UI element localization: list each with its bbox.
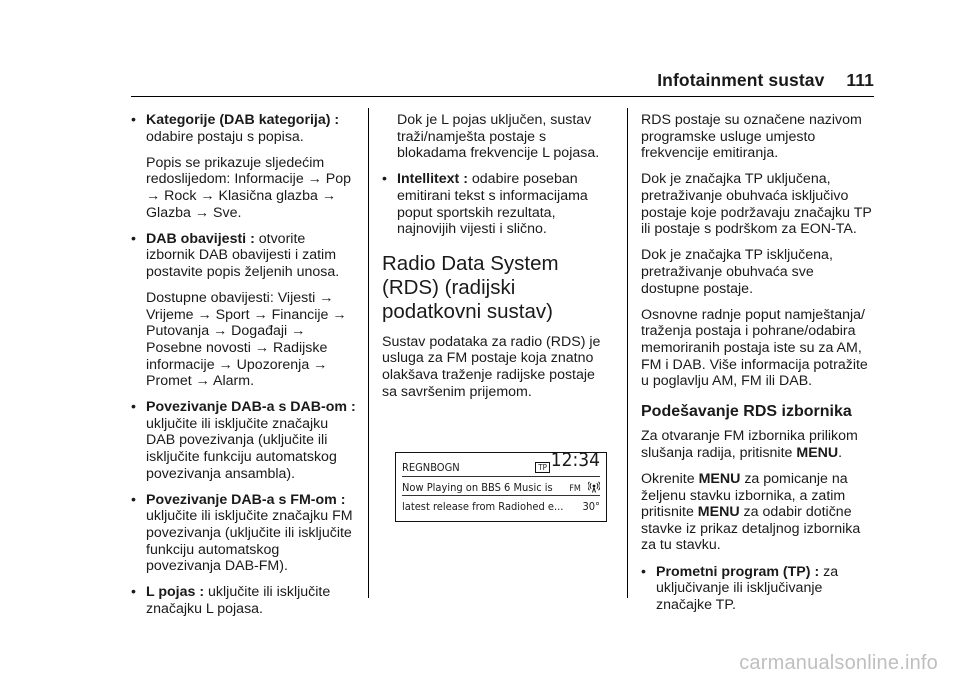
- bullet-marker: •: [382, 171, 387, 188]
- now-playing-text: Now Playing on BBS 6 Music is: [402, 481, 553, 494]
- list-item-dab-fm: [131, 492, 356, 575]
- signal-broadcast-icon: [588, 481, 600, 493]
- page-number: 111: [846, 70, 874, 90]
- display-row-station: [402, 449, 600, 474]
- description: otvorite izbornik DAB obavijesti i zatim postavite popis željenih unosa.: [146, 230, 340, 280]
- paragraph: Dok je značajka TP uključena, pretraživanje obuhvaća isključivo postaje koje podržavaju značajku TP ili postaje s podrškom za EON-TA.: [641, 171, 872, 238]
- section-heading-rds: Radio Data System (RDS) (radijski podatkovni sustav): [382, 251, 559, 323]
- column-3: [641, 112, 876, 623]
- display-row-info: [402, 500, 600, 513]
- paragraph: Dok je značajka TP isključena, pretraživanje obuhvaća sve dostupne postaje.: [641, 247, 833, 297]
- menu-keyword: MENU: [697, 504, 740, 521]
- paragraph: RDS postaje su označene nazivom programske usluge umjesto frekvencije emitiranja.: [641, 112, 862, 162]
- sub-paragraph: Dostupne obavijesti: Vijesti → Vrijeme → Sport → Financije → Putovanja → Događaji → Posebne novosti → Radijske informacije → Upozorenja → Promet → Alarm.: [146, 290, 347, 390]
- term: Intellitext :: [397, 171, 468, 188]
- text: za pomicanje na željenu stavku izbornika, a zatim pritisnite: [641, 471, 848, 521]
- page-header: [657, 72, 874, 89]
- list-item-tp: [641, 564, 876, 614]
- list-item-dab-dab: [131, 399, 356, 482]
- rds-intro-paragraph: Sustav podataka za radio (RDS) je usluga za FM postaje koja znatno olakšava traženje radijske postaje sa savršenim prijemom.: [382, 333, 601, 400]
- text: za odabir dotične stavke iz prikaz detaljnog izbornika za tu stavku.: [641, 504, 861, 554]
- station-name: REGNBOGN: [402, 461, 460, 474]
- list-item-dab-obavijesti: [131, 231, 356, 281]
- bullet-marker: •: [131, 112, 136, 128]
- paragraph: Osnovne radnje poput namještanja/ traženja postaja i pohrane/odabira memoriranih postaja iste su za AM, FM i DAB. Više informacija potražite u poglavlju AM, FM ili DAB.: [641, 306, 868, 390]
- description: uključite ili isključite značajku L pojasa.: [146, 584, 331, 617]
- fm-signal-wrap: [569, 481, 600, 496]
- term: DAB obavijesti :: [146, 230, 255, 247]
- text: .: [838, 444, 843, 461]
- clock: 12:34: [550, 449, 600, 471]
- bullet-marker: •: [131, 399, 136, 416]
- term: Povezivanje DAB-a s DAB-om :: [146, 399, 356, 416]
- term: L pojas :: [146, 584, 205, 601]
- display-row-nowplaying: [402, 481, 600, 494]
- term: Povezivanje DAB-a s FM-om :: [146, 491, 346, 508]
- bullet-marker: •: [131, 584, 136, 601]
- column-2: [382, 112, 612, 410]
- temperature: 30°: [582, 500, 600, 513]
- info-text: latest release from Radiohed e...: [402, 500, 564, 513]
- display-divider: [402, 495, 600, 496]
- column-divider-2: [627, 108, 628, 598]
- bullet-marker: •: [131, 491, 136, 508]
- description: uključite ili isključite značajku FM povezivanja (uključite ili isključite funkciju automatskog povezivanja DAB-FM).: [146, 508, 353, 575]
- term: Kategorije (DAB kategorija) :: [146, 112, 340, 128]
- text: Za otvaranje FM izbornika prilikom slušanja radija, pritisnite: [641, 428, 858, 461]
- tp-indicator: TP: [535, 462, 550, 473]
- menu-keyword: MENU: [698, 471, 741, 488]
- menu-keyword: MENU: [796, 444, 839, 461]
- paragraph: [641, 428, 876, 461]
- display-divider: [402, 476, 600, 477]
- watermark: carmanualsonline.info: [739, 652, 938, 675]
- description: uključite ili isključite značajku DAB povezivanja (uključite ili isključite funkciju automatskog povezivanja ansambla).: [146, 415, 337, 482]
- header-title: Infotainment sustav: [657, 70, 825, 90]
- continued-paragraph: Dok je L pojas uključen, sustav traži/namješta postaje s blokadama frekvencije L pojasa.: [397, 112, 600, 162]
- term: Prometni program (TP) :: [656, 563, 820, 580]
- sub-paragraph: Popis se prikazuje sljedećim redoslijedom: Informacije → Pop → Rock → Klasična glazba → Glazba → Sve.: [146, 154, 352, 221]
- list-item-l-pojas: [131, 584, 356, 617]
- section-heading-rds-menu: Podešavanje RDS izbornika: [641, 402, 852, 420]
- description: odabire postaju s popisa.: [146, 128, 304, 145]
- list-item-intellitext: [382, 171, 612, 237]
- description: za uključivanje ili isključivanje značajke TP.: [656, 563, 839, 613]
- bullet-marker: •: [641, 563, 646, 580]
- fm-label: FM: [569, 484, 581, 494]
- bullet-marker: •: [131, 230, 136, 247]
- column-1: [131, 112, 356, 627]
- paragraph: [641, 471, 876, 554]
- radio-display-illustration: [395, 449, 607, 522]
- header-rule: [131, 96, 874, 97]
- list-item-kategorije: [131, 112, 356, 145]
- column-divider-1: [368, 108, 369, 598]
- text: Okrenite: [641, 471, 695, 488]
- description: odabire poseban emitirani tekst s informacijama poput sportskih rezultata, najnovijih vijesti i slično.: [397, 171, 588, 238]
